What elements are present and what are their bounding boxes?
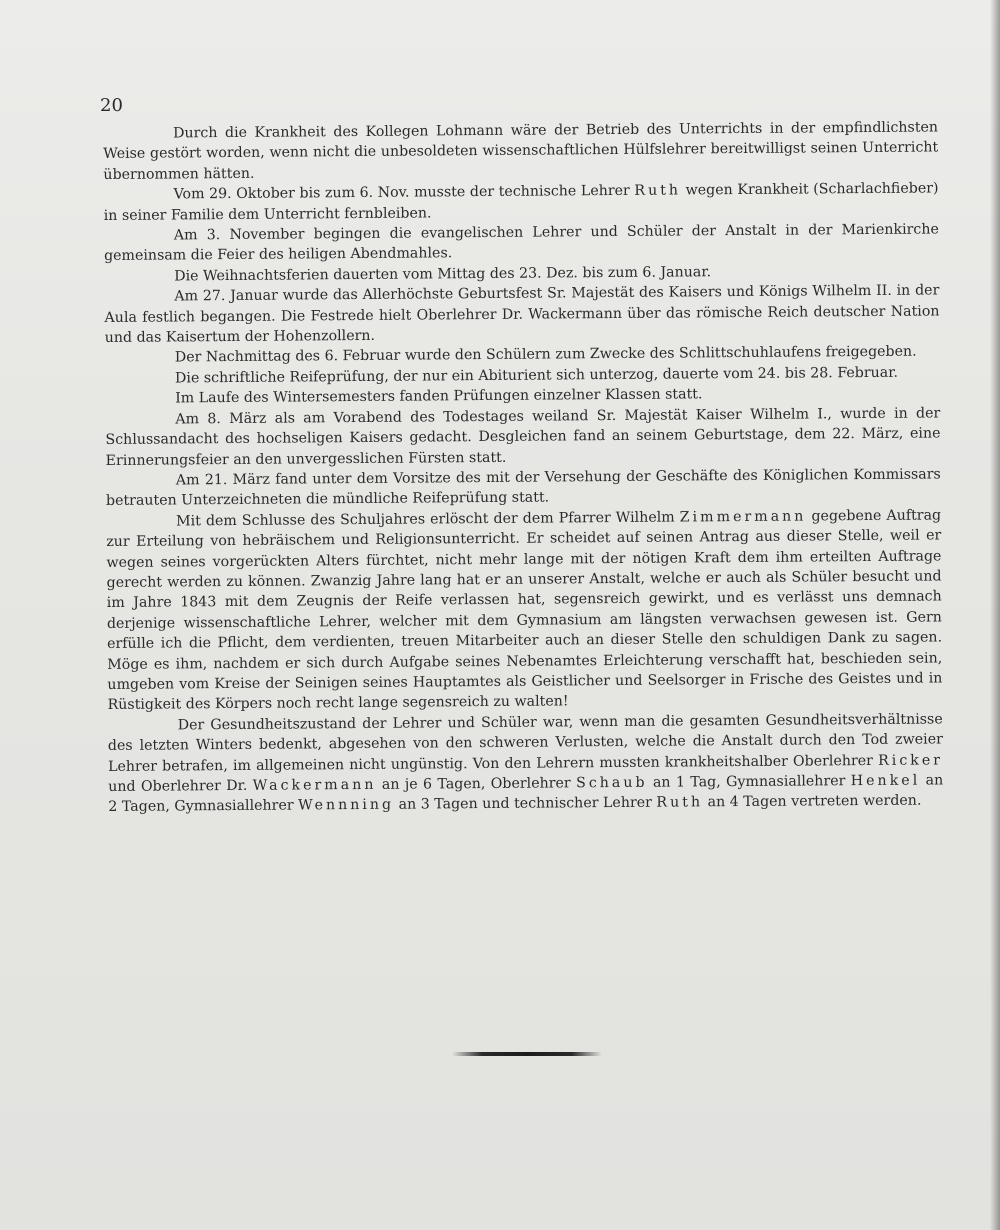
paragraph-weihnachtsferien: Die Weihnachtsferien dauerten vom Mittag des 23. Dez. bis zum 6. Januar. [174, 264, 712, 285]
paragraph-text: und Oberlehrer Dr. [108, 777, 253, 795]
page-edge-shadow [990, 0, 1000, 1230]
spaced-name: Wennning [298, 797, 395, 814]
paragraph-zimmermann [106, 505, 943, 716]
paragraph-todestag: Am 8. März als am Vorabend des Todestages weiland Sr. Majestät Kaiser Wilhelm I., wurde in der Schlussandacht des hochseligen Kaisers gedacht. Desgleichen fand an seinem Geburtstage, dem 22. März, eine Erinnerungsfeier an den unvergesslichen Fürsten statt. [105, 405, 941, 469]
paragraph-text: Vom 29. Oktober bis zum 6. Nov. musste der technische Lehrer [173, 183, 635, 203]
spaced-name: Zimmermann [679, 508, 807, 526]
paragraph-text: gegebene Auftrag zur Erteilung von hebräischem und Religionsunterricht. Er scheidet auf seinen Antrag aus dieser Stelle, weil er wegen seines vorgerückten Alters fürchtet, nicht mehr lange mit der nötigen Kraft dem ihm erteilten Auftrage gerecht werden zu können. Zwanzig Jahre lang hat er an unserer Anstalt, welche er auch als Schüler besucht und im Jahre 1843 mit dem Zeugnis der Reife verlassen hat, segensreich gewirkt, und es verlässt uns demnach derjenige wissenschaftliche Lehrer, welcher mit dem Gymnasium am längsten verwachsen gewesen ist. Gern erfülle ich die Pflicht, dem verdienten, treuen Mitarbeiter auch an dieser Stelle den schuldigen Dank zu sagen. Möge es ihm, nachdem er sich durch Aufgabe seines Nebenamtes Erleichterung verschafft hat, beschieden sein, umgeben vom Kreise der Seinigen seines Hauptamtes als Geistlicher und Seelsorger in Frische des Geistes und in Rüstigkeit des Körpers noch recht lange segensreich zu walten! [106, 507, 943, 714]
spaced-name: Ricker [878, 752, 944, 769]
paragraph-text: an 3 Tagen und technischer Lehrer [394, 795, 657, 814]
paragraph-ruth-absence [103, 179, 938, 226]
paragraph-geburtsfest: Am 27. Januar wurde das Allerhöchste Geburtsfest Sr. Majestät des Kaisers und Königs Wilhelm II. in der Aula festlich begangen. Die Festrede hielt Oberlehrer Dr. Wackermann über das römische Reich deutscher Nation und das Kaisertum der Hohenzollern. [104, 282, 940, 347]
spaced-name: Henkel [850, 772, 921, 790]
paragraph-text: an je 6 Tagen, Oberlehrer [376, 775, 577, 793]
paragraph-text: an 1 Tag, Gymnasiallehrer [647, 773, 851, 791]
paragraph-reifepruefung-muendlich: Am 21. März fand unter dem Vorsitze des mit der Versehung der Geschäfte des Königlichen Kommissars betrauten Unterzeichneten die mündliche Reifeprüfung statt. [105, 466, 941, 510]
paragraph-text: Mit dem Schlusse des Schuljahres erlöscht der dem Pfarrer Wilhelm [176, 509, 680, 530]
paragraph-abendmahl: Am 3. November begingen die evangelischen Lehrer und Schüler der Anstalt in der Marienkirche gemeinsam die Feier des heiligen Abendmahles. [103, 221, 939, 265]
closing-rule [452, 1052, 602, 1056]
paragraph-lohmann: Durch die Krankheit des Kollegen Lohmann wäre der Betrieb des Unterrichts in der empfindlichsten Weise gestört worden, wenn nicht die unbesoldeten wissenschaftlichen Hülfslehrer bereitwilligst seinen Unterricht übernommen hätten. [103, 119, 939, 183]
spaced-name: Ruth [634, 182, 682, 200]
paragraph-schlittschuh: Der Nachmittag des 6. Februar wurde den Schülern zum Zwecke des Schlittschuhlaufens freigegeben. [174, 344, 917, 366]
paragraph-klassenpruefungen: Im Laufe des Wintersemesters fanden Prüfungen einzelner Klassen statt. [175, 386, 703, 407]
body-text [103, 117, 943, 817]
paragraph-text: Der Gesundheitszustand der Lehrer und Schüler war, wenn man die gesamten Gesundheitsverhältnisse des letzten Winters bedenkt, abgesehen von den schweren Verlusten, welche die Anstalt durch den Tod zweier Lehrer betrafen, im allgemeinen nicht ungünstig. Von den Lehrern mussten krankheitshalber Oberlehrer [107, 711, 943, 775]
spaced-name: Wackermann [252, 776, 377, 794]
paragraph-gesundheitszustand [108, 709, 944, 818]
page-number: 20 [100, 95, 123, 116]
paragraph-text: an 4 Tagen vertreten werden. [703, 792, 922, 811]
paragraph-reifepruefung-schriftlich: Die schriftliche Reifeprüfung, der nur ein Abiturient sich unterzog, dauerte vom 24. bis 28. Februar. [174, 364, 899, 387]
paragraph-text: an 2 Tagen, Gymnasiallehrer [108, 772, 944, 816]
spaced-name: Schaub [576, 774, 648, 792]
paragraph-text: wegen Krankheit (Scharlachfieber) in seiner Familie dem Unterricht fernbleiben. [103, 180, 939, 224]
spaced-name: Ruth [656, 794, 704, 812]
